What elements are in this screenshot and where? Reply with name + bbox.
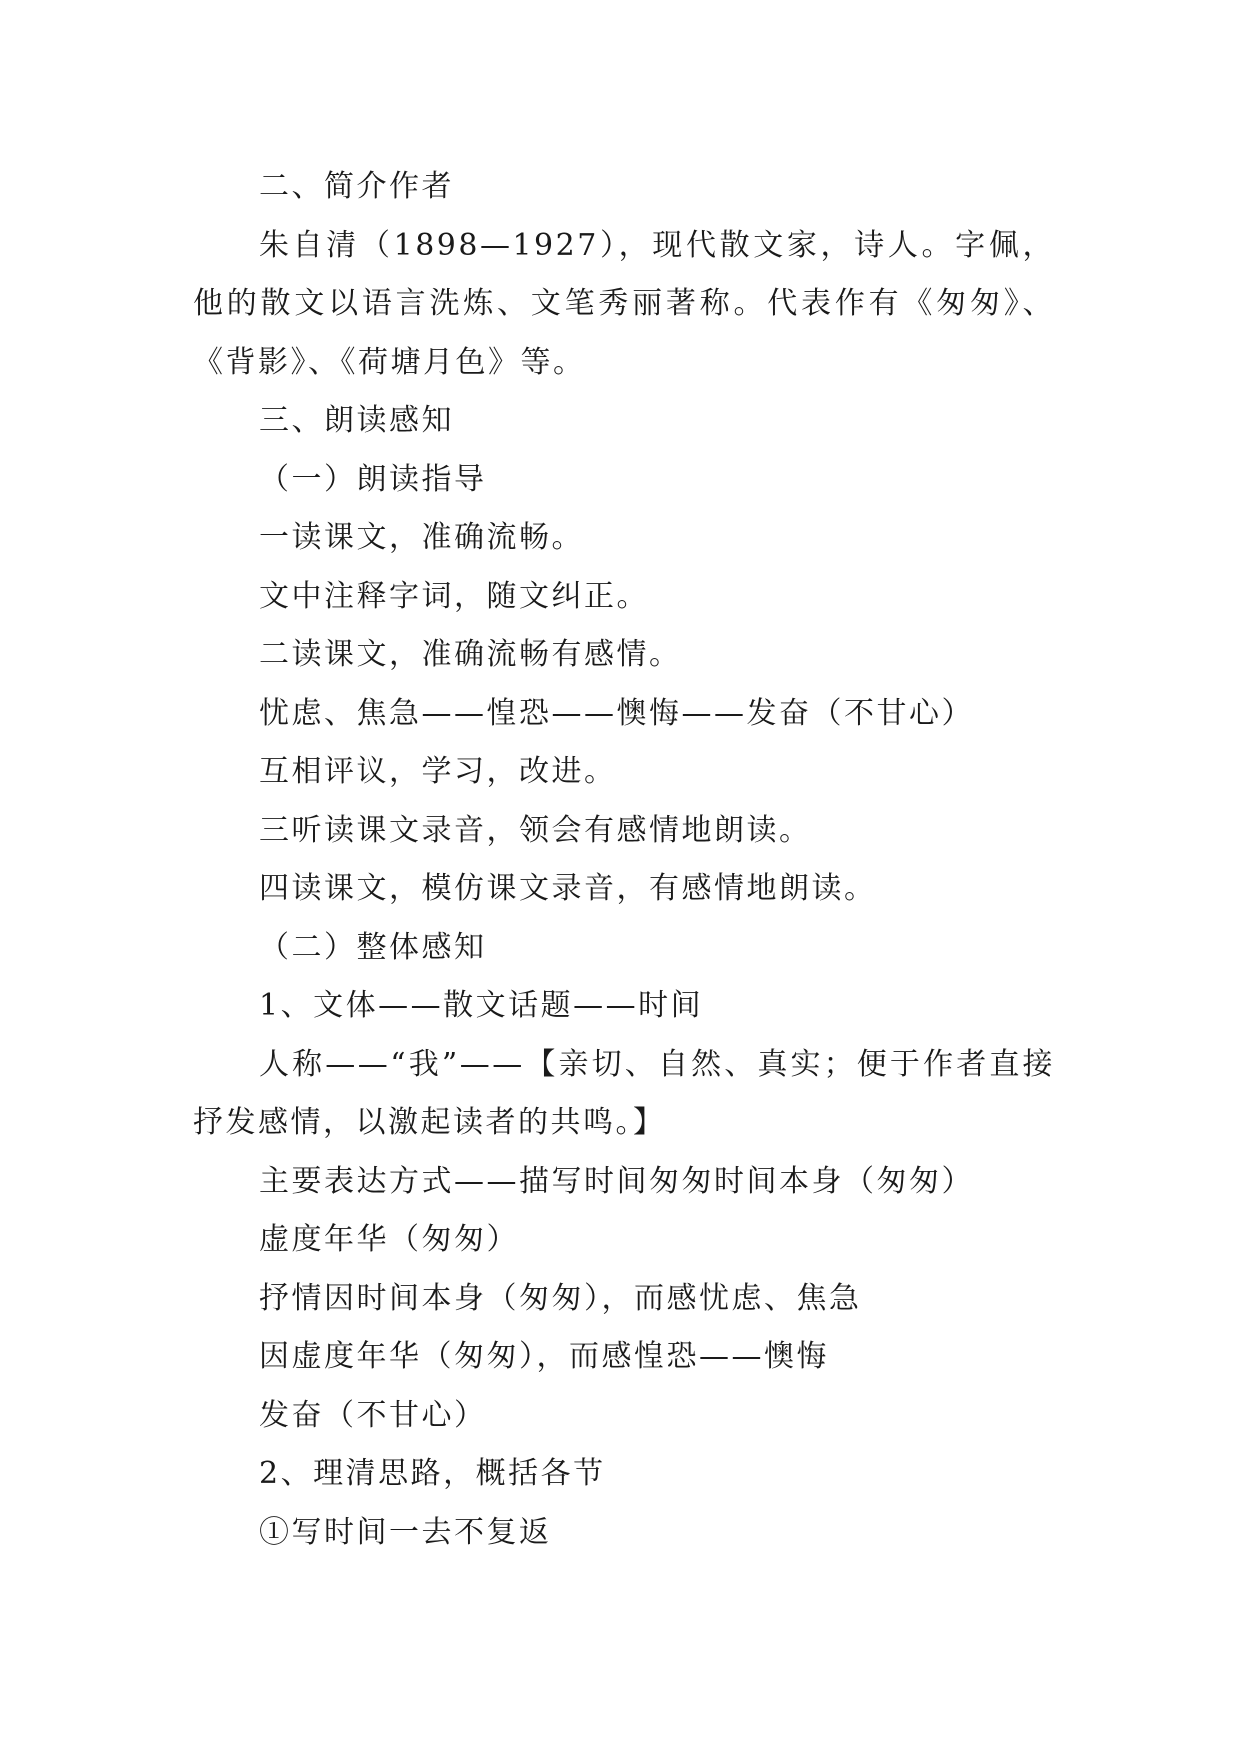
paragraph-genre: 1、文体——散文话题——时间 bbox=[259, 988, 704, 1023]
paragraph-outline: 2、理清思路，概括各节 bbox=[259, 1456, 606, 1491]
paragraph-lyric-regret: 因虚度年华（匆匆），而感惶恐——懊悔 bbox=[259, 1339, 829, 1374]
paragraph-first-reading: 一读课文，准确流畅。 bbox=[259, 520, 584, 555]
paragraph-fourth-reading: 四读课文，模仿课文录音，有感情地朗读。 bbox=[259, 871, 877, 906]
paragraph-expression: 主要表达方式——描写时间匆匆时间本身（匆匆） bbox=[259, 1163, 974, 1199]
paragraph-wasted-years: 虚度年华（匆匆） bbox=[259, 1222, 519, 1257]
paragraph-lyric-worry: 抒情因时间本身（匆匆），而感忧虑、焦急 bbox=[259, 1280, 862, 1316]
paragraph-annotations: 文中注释字词，随文纠正。 bbox=[259, 578, 649, 614]
paragraph-second-reading: 二读课文，准确流畅有感情。 bbox=[259, 637, 682, 672]
paragraph-emotions: 忧虑、焦急——惶恐——懊悔——发奋（不甘心） bbox=[259, 695, 974, 731]
subsection-heading-overall: （二）整体感知 bbox=[259, 929, 487, 965]
paragraph-author-intro: 朱自清（1898—1927），现代散文家，诗人。字佩，他的散文以语言洗炼、文笔秀丽著称。代表作有《匆匆》、《背影》、《荷塘月色》等。 bbox=[193, 227, 1055, 380]
document-body bbox=[193, 158, 1055, 1562]
paragraph-peer-review: 互相评议，学习，改进。 bbox=[259, 754, 617, 789]
section-heading-reading: 三、朗读感知 bbox=[259, 403, 454, 438]
paragraph-third-listening: 三听读课文录音，领会有感情地朗读。 bbox=[259, 812, 812, 848]
paragraph-resolve: 发奋（不甘心） bbox=[259, 1397, 487, 1433]
paragraph-person: 人称——“我”——【亲切、自然、真实；便于作者直接抒发感情，以激起读者的共鸣。】 bbox=[193, 1046, 1055, 1140]
subsection-heading-reading-guide: （一）朗读指导 bbox=[259, 461, 487, 497]
section-heading-author: 二、简介作者 bbox=[259, 169, 454, 204]
paragraph-section-one: ①写时间一去不复返 bbox=[259, 1514, 552, 1550]
